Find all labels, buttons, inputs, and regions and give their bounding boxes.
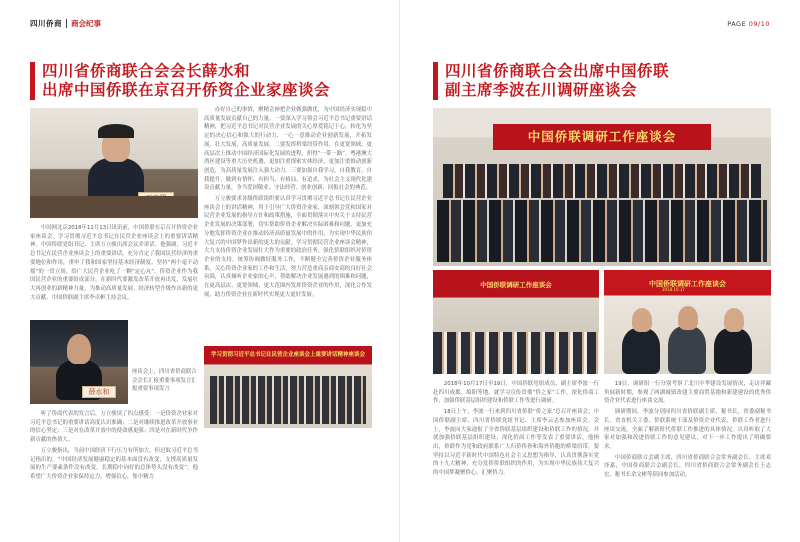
front-row-people [437,200,767,262]
speech-banner: 学习贯彻习近平总书记在民营企业座谈会上重要讲话精神座谈会 [210,352,365,358]
nameplate-xue: 薛水和 [82,386,116,398]
right-paragraph-5: 中国侨商联合会副主席、四川省侨商联合会常务副会长、主席邓泽嘉，中国侨商联合会副会长，四川省侨商联合会常务副会长王志宏、秘书长余文彬等陪同参加活动。 [604,454,771,479]
header-separator [66,19,67,28]
person-left [622,328,660,374]
three-people-photo [604,270,771,374]
photo-banner: 中国侨联调研工作座谈会 [649,280,726,288]
speaker-photo-1 [30,108,198,218]
person-left-head [632,308,652,332]
group-photo-left [204,346,372,428]
photo2-caption: 座谈会上，四川省侨商联合会会长汇报重要事项发言汇报重要事项发言 [132,369,197,392]
person-right [714,328,752,374]
left-paragraph-1: 中国网北京2018年11月13日讯讯前，中国侨联在京召开侨资企业家座谈会，学习贯彻习近平总书记在民营企业座谈会上的重要讲话精神。中国侨联党组书记、主席万立骏出席会议并讲话。他强调，习近平总书记在民营企业座谈会上的重要讲话，充分肯定了我国民营经济的重要地位和作用，重申了我和国家坚持基本经济制度、坚持“两个毫不动摇”的一贯立场，给广大民营企业吃了一颗“定心丸”。侨资企业作为我国民营企业的重要组成部分，在新时代要激发改革开放再出发，发展壮大再创业的新精神力量，为推动高质量发展、经济转型升级作出新的更大贡献。中国侨联副主席李卓彬主持会议。 [30,225,198,301]
right-paragraph-3: 19日，调研组一行分别考察了北川中华建设发展情况，走访祥藏角展新时期，参观了两湖城镇改建主要商贸基地和新建建设的优秀侨资企业代表进行座谈交流。 [604,381,771,405]
right-article-title [433,62,669,100]
left-article-title [30,62,330,100]
right-col1-text [433,380,599,532]
page-label: PAGE [727,20,747,28]
person-right-head [724,308,744,332]
group-photo-main [433,108,771,266]
left-col1-text-top [30,224,198,316]
person-mid [668,326,706,374]
left-paragraph-3: 万立骏指出，当前中国经济下行压力有所加大，但过取习近平总书记指出的，“中国经济发展健康稳定的基本面没有改变，支撑高质量发展的生产要素条件没有改变，长期稳中向好的总体势头没有改变”。他希望广大侨资企业家保持定力，增强信心，集中精力 [30,447,198,480]
left-title-line1: 四川省侨商联合会会长薛水和 [42,62,251,80]
left-title-line2: 出席中国侨联在京召开侨资企业家座谈会 [42,81,331,99]
left-col2-text [204,106,372,338]
group-people-row [210,376,366,424]
magazine-name: 四川侨商 [30,19,62,28]
right-paragraph-2: 18日上午，李波一行来到四川省侨联“侨之家”总召开座谈会，中国侨联副主席、四川省侨联党组书记、主席李云志参加座谈会。会上，李波向大家通报了全省侨联基层组织建设和侨联工作的情况，并就加强侨联基层组织建设、深化侨商工作等发表了重要讲话。他指出，侨联作为党和政府联系广大归侨侨眷和海外侨胞的桥梁纽带，要坚持以习近平新时代中国特色社会主义思想为指导，认真贯彻落实党的十九大精神，充分发挥侨联组织的作用，为实现中华民族伟大复兴的中国梦凝聚侨心、汇聚侨力。 [433,409,599,477]
title-accent-bar [30,62,35,100]
desk [30,196,198,218]
meeting-banner: 中国侨联调研工作座谈会 [480,281,552,289]
page-numbers-value: 09/10 [748,20,770,28]
left-col1-text-bottom [30,410,198,530]
right-paragraph-4: 调研期间，李波分别同四川省侨联副主席、秘书长，省委副秘书长、省直机关工委、侨联系统干部及侨资企业代表、侨联工作者进行座谈交流，全面了解新时代侨联工作推进的具体情况，认真听取了大家对加强和改进侨联工作的意见建议，对下一步工作提出了明确要求。 [604,409,771,450]
right-col2-text [604,380,771,532]
left-paragraph-2: 听了侨商代表的发言后，万立骏谈了四点感受：一是侨资企业家对习近平总书记的重要讲话高度认识准确；二是对继续推进改革开放事业的信心坚定；三是对在改革开放中的使命感更强；四是对在新时代争作新贡献的热情大。 [30,411,198,444]
left-paragraph-4: 办好自己的事情，聚精会神把企业做强做优，为中国经济实现稳中高质量发展贡献自己的力量。一要深入学习领会习近平总书记重要讲话精神，把习近平总书记对民营企业发展的关心厚爱铭记于心，转化为坚定的决心信心和强大的行动力，一心一意推动企业创新发展，开拓发展，壮大发展，高质量发展。二要发挥桥梁纽带作用，在更宽领域、更高层次上推动中国经济国际化发展的进程，担得“一带一路”，粤港澳大湾区建设等重大历史机遇，更加注重探索实体经济，更加注重推动创新创造，为高质量发展注入强大动力。三要加强自我学习，自我教育，自我提升，做到有情怀、有担当、有格局、有追求，为社会主义现代化建设贡献力量，争当爱国敬业、守法经营、创业创新、回报社会的典范。 [204,107,372,192]
speaker-photo-2 [30,320,128,404]
right-page [400,0,800,542]
meeting-attendees [433,332,599,374]
left-paragraph-5: 万立骏要求各级侨联组织要认真学习贯彻习近平总书记在民营企业座谈会上的讲话精神，用于引导广大侨资企业家，深刻领会党和国家对民营企业发展的指导方针和政策措施，全面贯彻落实中央关于支持民营企业发展的决策部署，切实帮助侨资企业解决实际困难和问题，更加充分地发挥侨资企业在推动经济高质量发展中的作用，为实现中华民族伟大复兴的中国梦作出新的更大的贡献。学习贯彻民营企业座谈会精神，大力支持侨资企业发展壮大作为重要的政治任务，强化侨联组织对侨资企业的支持，统筹协调做好服务工作，不断健全完善侨资企业服务体系，关心侨资企业家的工作和生活，努力营造重商亲商安商的良好社会氛围，认真倾听企业家的心声，帮助解决企业发展遇到的困难和问题，在更高层次、更宽领域、更大范围内发挥侨资企业的作用，深化合作发展，助力侨资企业在新时代实现更大更好发展。 [204,196,372,298]
main-banner: 中国侨联调研工作座谈会 [493,124,711,150]
banner-date: 2018.10.17 [662,287,685,292]
title-accent-bar [433,62,438,100]
page-header-left [30,18,101,29]
back-row-people [443,164,761,198]
person-mid-head [678,306,698,330]
speaker-hair [98,124,134,138]
right-title-line1: 四川省侨商联合会出席中国侨联 [445,62,670,80]
speaker2-head [67,334,91,364]
meeting-photo [433,270,599,374]
right-paragraph-1: 2018年10月17日至19日，中国侨联党组成员、副主席李波一行赴四川成都、绵阳等地，就学习宣传贯彻“侨之家”工作、深化侨商工作、加强侨联基层组织建设和侨联工作等进行调研。 [433,381,599,405]
right-title-line2: 副主席李波在川调研座谈会 [445,81,638,99]
section-name: 商会纪事 [71,19,101,28]
page-number [727,20,770,28]
